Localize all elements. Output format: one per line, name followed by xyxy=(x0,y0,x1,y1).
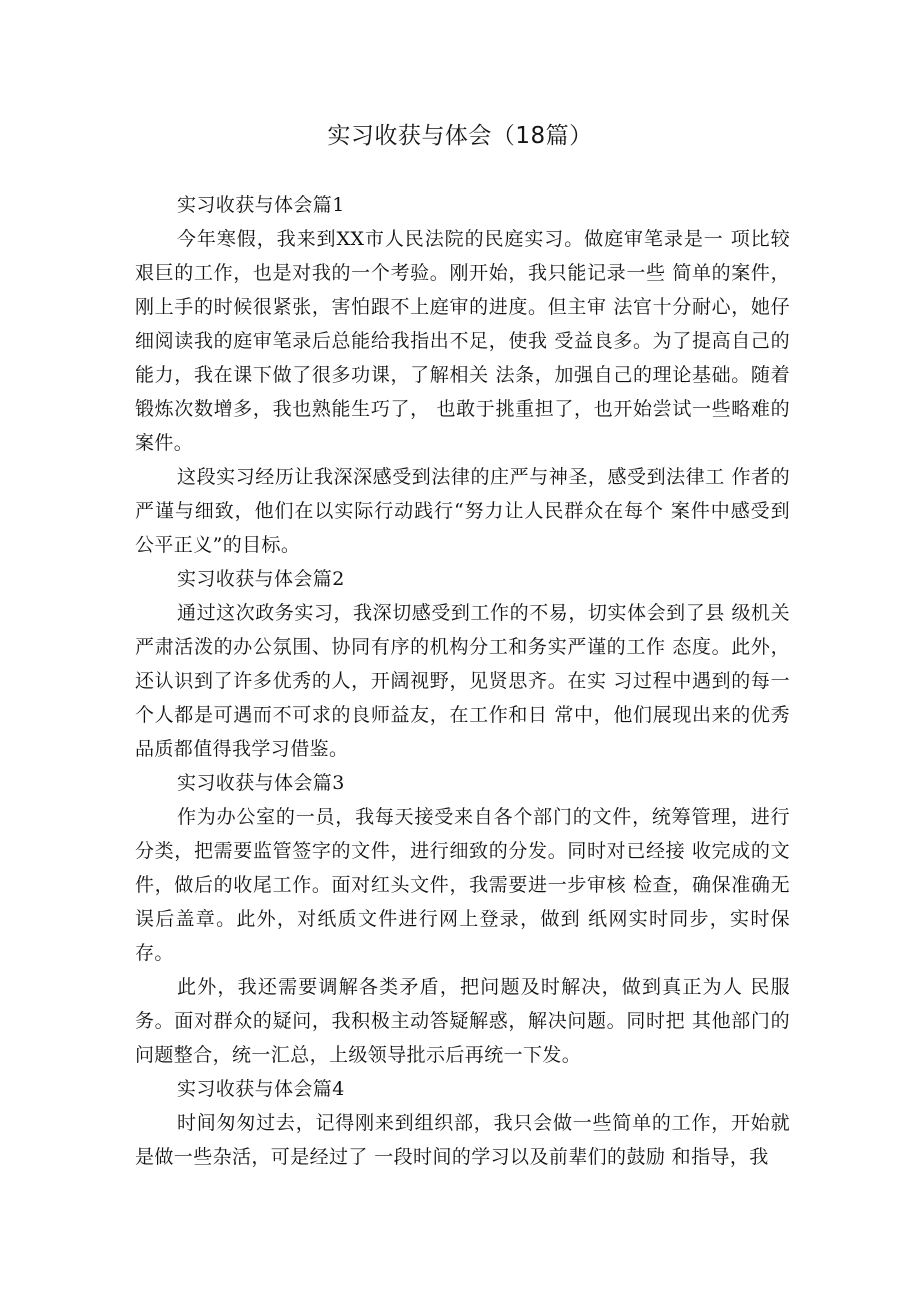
section-heading: 实习收获与体会篇1 xyxy=(177,194,345,216)
paragraph: 作为办公室的一员，我每天接受来自各个部门的文件，统筹管理，进行分类，把需要监管签字的文件，进行细致的分发。同时对已经接 收完成的文件，做后的收尾工作。面对红头文件，我需要进一步审核 检查，确保准确无误后盖章。此外，对纸质文件进行网上登录，做到 纸网实时同步，实时保存。 xyxy=(135,806,790,964)
section-heading: 实习收获与体会篇4 xyxy=(177,1078,345,1100)
paragraph: 此外，我还需要调解各类矛盾，把问题及时解决，做到真正为人 民服务。面对群众的疑问，我积极主动答疑解惑，解决问题。同时把 其他部门的问题整合，统一汇总，上级领导批示后再统一下发。 xyxy=(135,976,790,1066)
paragraph: 通过这次政务实习，我深切感受到工作的不易，切实体会到了县 级机关严肃活泼的办公氛围、协同有序的机构分工和务实严谨的工作 态度。此外，还认识到了许多优秀的人，开阔视野，见贤思齐。在实 习过程中遇到的每一个人都是可遇而不可求的良师益友，在工作和日 常中，他们展现出来的优秀品质都值得我学习借鉴。 xyxy=(135,602,790,760)
section-3 xyxy=(135,766,790,1072)
paragraph: 今年寒假，我来到XX市人民法院的民庭实习。做庭审笔录是一 项比较艰巨的工作，也是对我的一个考验。刚开始，我只能记录一些 简单的案件，刚上手的时候很紧张，害怕跟不上庭审的进度。但主审 法官十分耐心，她仔细阅读我的庭审笔录后总能给我指出不足，使我 受益良多。为了提高自己的能力，我在课下做了很多功课，了解相关 法条，加强自己的理论基础。随着锻炼次数增多，我也熟能生巧了， 也敢于挑重担了，也开始尝试一些略难的案件。 xyxy=(135,228,790,454)
section-heading: 实习收获与体会篇2 xyxy=(177,568,345,590)
paragraph: 这段实习经历让我深深感受到法律的庄严与神圣，感受到法律工 作者的严谨与细致，他们在以实际行动践行“努力让人民群众在每个 案件中感受到公平正义”的目标。 xyxy=(135,466,790,556)
paragraph: 时间匆匆过去，记得刚来到组织部，我只会做一些简单的工作，开始就是做一些杂活，可是经过了 一段时间的学习以及前辈们的鼓励 和指导，我 xyxy=(135,1112,790,1168)
section-1 xyxy=(135,188,790,562)
document-body xyxy=(135,188,790,1174)
document-title: 实习收获与体会（18篇） xyxy=(327,123,593,149)
section-2 xyxy=(135,562,790,766)
section-4 xyxy=(135,1072,790,1174)
section-heading: 实习收获与体会篇3 xyxy=(177,772,345,794)
